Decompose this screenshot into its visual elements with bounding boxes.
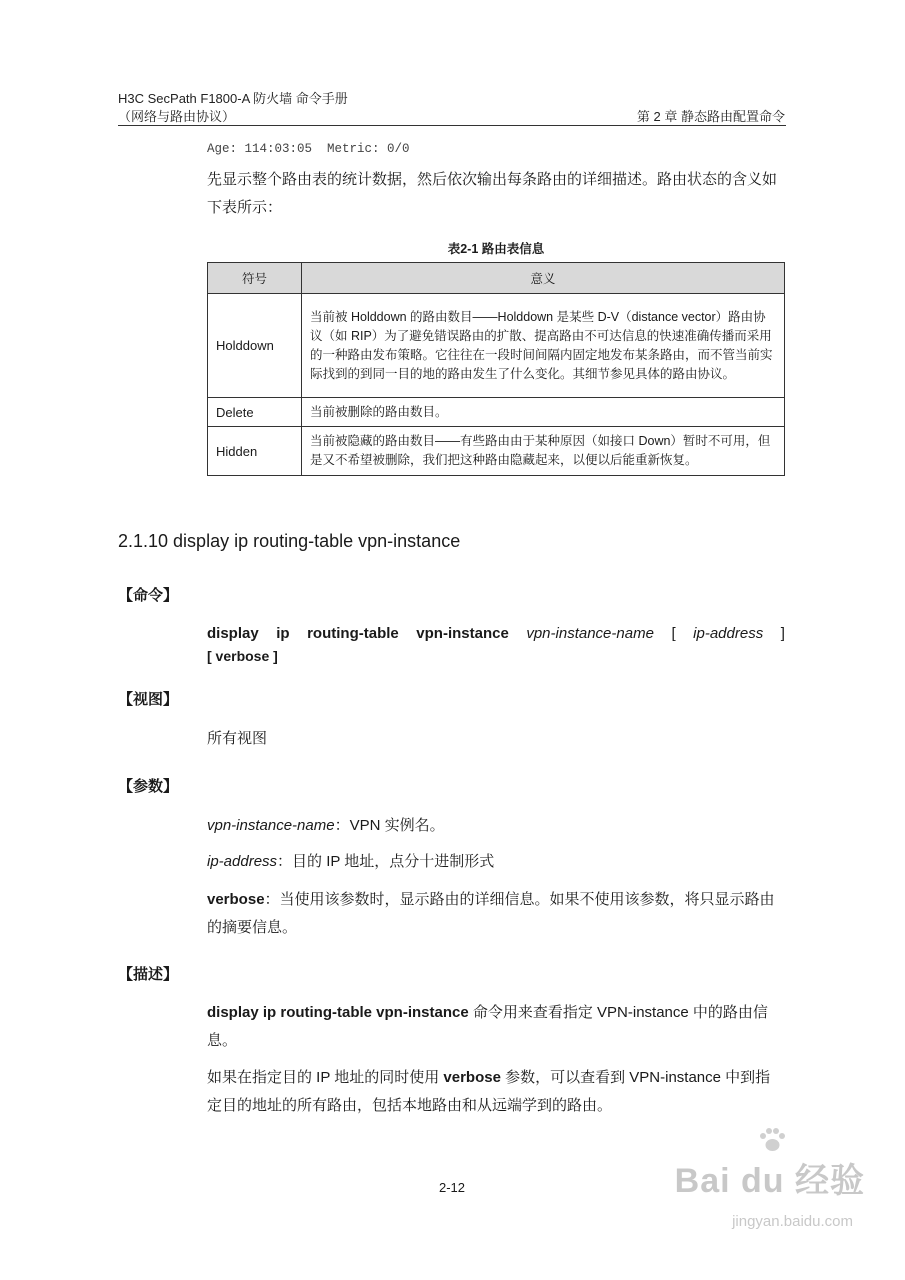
cell-meaning: 当前被隐藏的路由数目——有些路由由于某种原因（如接口 Down）暂时不可用，但是又不希望被删除，我们把这种路由隐藏起来，以便以后能重新恢复。	[302, 427, 785, 476]
description-text: 命令用来查看指定 VPN-instance 中的路由信息。	[207, 1004, 768, 1049]
command-bracket: ]	[780, 625, 785, 642]
param-desc: ：当使用该参数时，显示路由的详细信息。如果不使用该参数，将只显示路由的摘要信息。	[207, 891, 775, 936]
table-caption: 表2-1 路由表信息	[447, 242, 545, 256]
section-title: 2.1.10 display ip routing-table vpn-instance	[118, 531, 461, 551]
command-label: 【命令】	[118, 587, 179, 604]
header-chapter: 第 2 章 静态路由配置命令	[636, 109, 785, 124]
column-header-symbol: 符号	[208, 263, 302, 294]
table-row	[208, 294, 785, 398]
command-argument: vpn-instance-name	[526, 625, 654, 642]
param-desc: ：VPN 实例名。	[334, 817, 445, 834]
page-number: 2-12	[438, 1180, 466, 1195]
description-paragraph-1	[207, 999, 785, 1055]
description-text: 如果在指定目的 IP 地址的同时使用	[207, 1069, 444, 1086]
command-argument: ip-address	[693, 625, 764, 642]
description-paragraph-2	[207, 1064, 785, 1120]
command-bracket: [	[671, 625, 676, 642]
header-subtitle: （网络与路由协议）	[118, 109, 236, 124]
command-keyword: vpn-instance	[416, 625, 509, 642]
param-ip-address	[207, 848, 785, 876]
code-output-line: Age: 114:03:05 Metric: 0/0	[207, 142, 410, 156]
view-text: 所有视图	[207, 730, 268, 747]
header-title: H3C SecPath F1800-A 防火墙 命令手册	[118, 91, 348, 106]
param-name: ip-address	[207, 853, 278, 870]
column-header-meaning: 意义	[302, 263, 785, 294]
param-name: vpn-instance-name	[207, 817, 335, 834]
command-keyword: display	[207, 625, 259, 642]
param-vpn-instance-name	[207, 812, 785, 840]
table-row	[208, 427, 785, 476]
cell-symbol: Hidden	[208, 427, 302, 476]
command-keyword: routing-table	[307, 625, 399, 642]
description-command: display ip routing-table vpn-instance	[207, 1004, 469, 1021]
param-name: verbose	[207, 891, 265, 908]
command-syntax-line2: [ verbose ]	[207, 648, 278, 664]
cell-meaning: 当前被 Holddown 的路由数目——Holddown 是某些 D-V（distance vector）路由协议（如 RIP）为了避免错误路由的扩散、提高路由不可达信息的快速准确传播而采用的一种路由发布策略。它往往在一段时间间隔内固定地发布某条路由，而不管当前实际找到的到同一目的地的路由发生了什么变化。其细节参见具体的路由协议。	[302, 294, 785, 398]
description-label: 【描述】	[118, 966, 179, 983]
header-rule	[118, 125, 786, 126]
route-state-table	[207, 262, 785, 476]
command-syntax-line1	[207, 623, 785, 645]
param-desc: ：目的 IP 地址，点分十进制形式	[277, 853, 495, 870]
params-label: 【参数】	[118, 778, 179, 795]
watermark-url: jingyan.baidu.com	[732, 1213, 853, 1230]
view-label: 【视图】	[118, 691, 179, 708]
cell-meaning: 当前被删除的路由数目。	[302, 398, 785, 427]
command-keyword: ip	[276, 625, 290, 642]
param-verbose	[207, 886, 785, 942]
watermark-brand: Bai du 经验	[674, 1162, 865, 1200]
cell-symbol: Holddown	[208, 294, 302, 398]
table-row	[208, 398, 785, 427]
table-header-row	[208, 263, 785, 294]
description-text: 参数，可以查看到 VPN-instance 中到指定目的地址的所有路由，包括本地路由和从远端学到的路由。	[207, 1069, 771, 1114]
cell-symbol: Delete	[208, 398, 302, 427]
intro-paragraph: 先显示整个路由表的统计数据，然后依次输出每条路由的详细描述。路由状态的含义如下表所示：	[207, 171, 778, 216]
paw-icon	[757, 1128, 787, 1152]
description-keyword: verbose	[443, 1069, 501, 1086]
